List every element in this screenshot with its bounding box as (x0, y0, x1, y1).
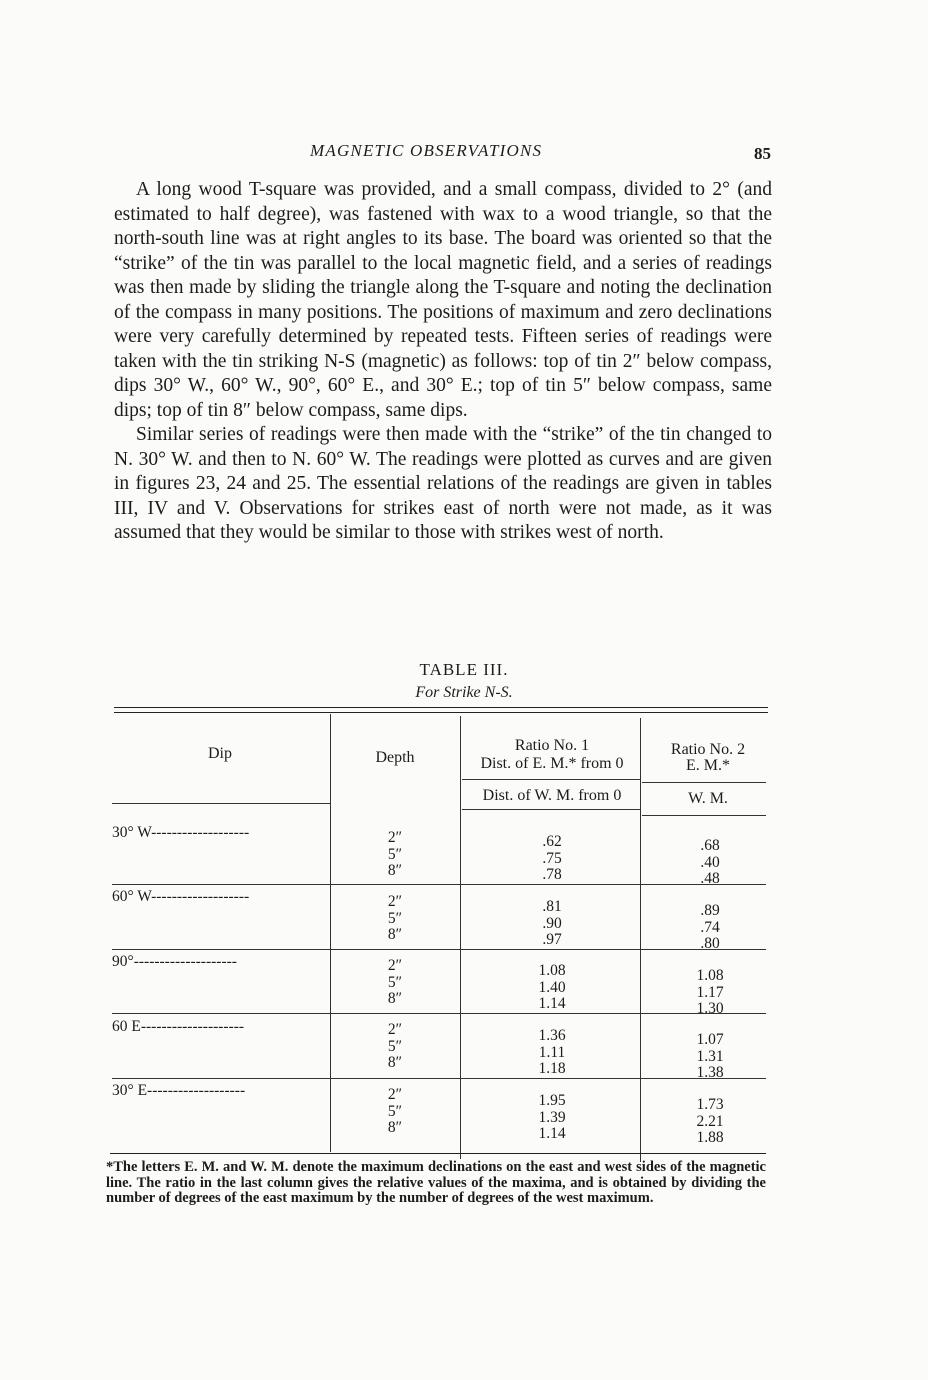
row-separator-1 (112, 884, 766, 885)
table-top-rule (114, 707, 768, 708)
depth-values: 2″ 5″ 8″ (387, 1021, 403, 1071)
footnote: *The letters E. M. and W. M. denote the maximum declinations on the east and west sides of the magnetic line. The ratio in the last column gives the relative values of the maxima, and is obtained by dividing the number of degrees of the east maximum by the number of degrees of the west maximum. (106, 1159, 766, 1206)
ratio1-values: 1.95 1.39 1.14 (538, 1092, 566, 1142)
depth-values: 2″ 5″ 8″ (387, 829, 403, 879)
header-depth: Depth (375, 749, 415, 766)
page-number: 85 (754, 144, 771, 163)
ratio2-values: 1.08 1.17 1.30 (696, 967, 724, 1017)
ratio1-values: 1.08 1.40 1.14 (538, 962, 566, 1012)
row-separator-3 (112, 1013, 766, 1014)
table-caption (0, 660, 928, 702)
dip-label: 30° W------------------- (112, 824, 250, 841)
dip-label: 30° E------------------- (112, 1082, 246, 1099)
depth-values: 2″ 5″ 8″ (387, 1086, 403, 1136)
table-subtitle: For Strike N-S. (415, 684, 513, 701)
column-divider-ratio1 (460, 716, 461, 1159)
ratio2-values: .89 .74 .80 (700, 902, 720, 952)
column-divider-ratio2 (640, 718, 641, 1162)
header-fraction-rule-ratio1 (462, 779, 640, 780)
header-bottom-rule-ratio1 (462, 809, 640, 810)
table-bottom-rule (110, 1153, 766, 1154)
dip-label: 60 E-------------------- (112, 1018, 245, 1035)
column-divider-depth (330, 714, 331, 1152)
table-title: TABLE III. (419, 660, 509, 679)
dip-label: 90°-------------------- (112, 953, 237, 970)
header-dip: Dip (208, 745, 232, 762)
paragraph-2: Similar series of readings were then made with the “strike” of the tin changed to N. 30° W. and then to N. 60° W. The readings were plotted as curves and are given in figures 23, 24 and 25. The essential relations of the readings are given in tables III, IV and V. Observations for strikes east of north were not made, as it was assumed that they would be similar to those with strikes west of north. (114, 424, 772, 543)
ratio1-values: .62 .75 .78 (542, 833, 562, 883)
ratio1-values: 1.36 1.11 1.18 (538, 1027, 566, 1077)
ratio1-values: .81 .90 .97 (542, 898, 562, 948)
row-separator-4 (112, 1078, 766, 1079)
row-separator-2 (112, 949, 766, 950)
header-ratio2-line1: Ratio No. 2 (670, 741, 746, 758)
header-bottom-rule-dip (112, 803, 330, 804)
header-ratio1-line1: Ratio No. 1 (514, 737, 590, 754)
header-fraction-rule-ratio2 (642, 782, 766, 783)
table-top-rule-inner (114, 712, 768, 713)
body-text (114, 178, 772, 546)
header-ratio2-line3: W. M. (688, 790, 728, 807)
depth-values: 2″ 5″ 8″ (387, 893, 403, 943)
depth-values: 2″ 5″ 8″ (387, 957, 403, 1007)
ratio2-values: .68 .40 .48 (700, 837, 720, 887)
running-title: MAGNETIC OBSERVATIONS (310, 141, 543, 160)
header-ratio2-line2: E. M.* (686, 757, 730, 774)
dip-label: 60° W------------------- (112, 888, 250, 905)
ratio2-values: 1.73 2.21 1.88 (696, 1096, 724, 1146)
ratio2-values: 1.07 1.31 1.38 (696, 1031, 724, 1081)
header-bottom-rule-ratio2 (642, 815, 766, 816)
header-ratio1-line3: Dist. of W. M. from 0 (482, 787, 622, 804)
paragraph-1: A long wood T-square was provided, and a small compass, divided to 2° (and estimated to half degree), was fastened with wax to a wood triangle, so that the north-south line was at right angles to its base. The board was oriented so that the “strike” of the tin was parallel to the local magnetic field, and a series of readings was then made by sliding the triangle along the T-square and noting the declination of the compass in many positions. The positions of maximum and zero declinations were very carefully determined by repeated tests. Fifteen series of readings were taken with the tin striking N-S (magnetic) as follows: top of tin 2″ below compass, dips 30° W., 60° W., 90°, 60° E., and 30° E.; top of tin 5″ below compass, same dips; top of tin 8″ below compass, same dips. (114, 179, 772, 421)
running-head (0, 141, 928, 163)
header-ratio1-line2: Dist. of E. M.* from 0 (480, 755, 624, 772)
